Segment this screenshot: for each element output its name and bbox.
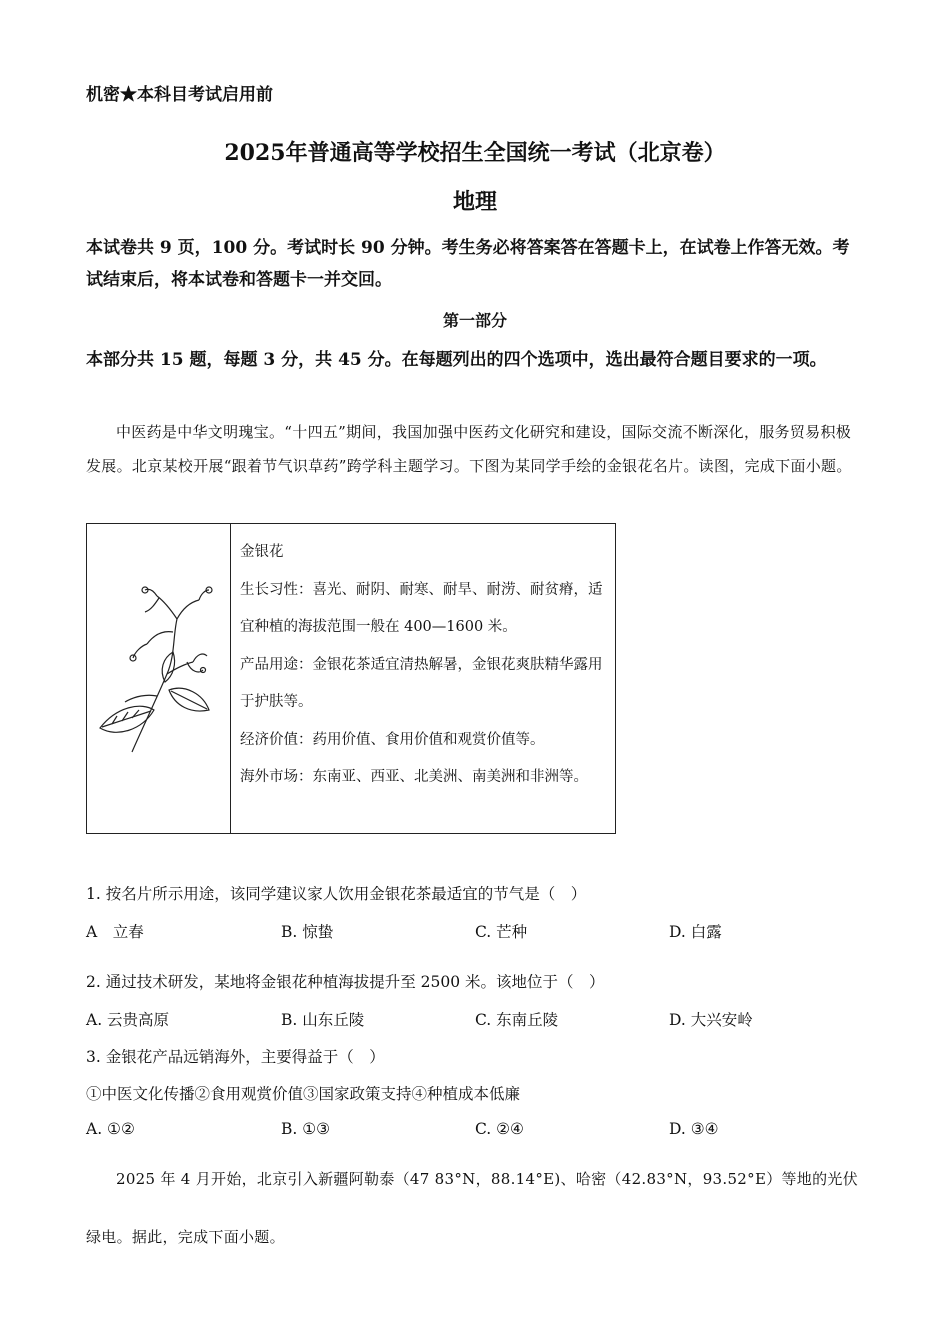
question-1-option-a: A 立春 [86, 923, 144, 941]
part-description: 本部分共 15 题，每题 3 分，共 45 分。在每题列出的四个选项中，选出最符合题目要求的一项。 [86, 350, 827, 370]
part-title: 第一部分 [442, 311, 507, 330]
exam-title: 2025年普通高等学校招生全国统一考试（北京卷） [224, 140, 726, 166]
question-3-stem: 3. 金银花产品远销海外，主要得益于（ ） [86, 1048, 385, 1066]
card-growth-habit: 生长习性：喜光、耐阴、耐寒、耐旱、耐涝、耐贫瘠，适宜种植的海拔范围一般在 400—1600 米。 [240, 581, 603, 635]
question-1-stem: 1. 按名片所示用途，该同学建议家人饮用金银花茶最适宜的节气是（ ） [86, 885, 587, 903]
honeysuckle-card [86, 523, 616, 834]
card-product-use: 产品用途：金银花茶适宜清热解暑，金银花爽肤精华露用于护肤等。 [240, 656, 603, 710]
question-1-option-c: C. 芒种 [475, 923, 528, 941]
card-overseas-market: 海外市场：东南亚、西亚、北美洲、南美洲和非洲等。 [240, 769, 588, 785]
question-3-statements: ①中医文化传播②食用观赏价值③国家政策支持④种植成本低廉 [86, 1085, 521, 1103]
card-illustration-cell [87, 524, 231, 833]
question-2-option-a: A. 云贵高原 [86, 1011, 170, 1029]
card-economic-value: 经济价值：药用价值、食用价值和观赏价值等。 [240, 731, 545, 748]
question-1-option-d: D. 白露 [669, 923, 722, 941]
question-2-option-c: C. 东南丘陵 [475, 1011, 559, 1029]
card-plant-name: 金银花 [240, 544, 284, 560]
passage-honeysuckle: 中医药是中华文明瑰宝。“十四五”期间，我国加强中医药文化研究和建设，国际交流不断深化，服务贸易积极发展。北京某校开展“跟着节气识草药”跨学科主题学习。下图为某同学手绘的金银花名片。读图，完成下面小题。 [86, 423, 852, 475]
question-3-option-b: B. ①③ [281, 1120, 331, 1138]
question-3-option-a: A. ①② [86, 1120, 135, 1138]
card-text [240, 534, 610, 797]
confidential-label: 机密★本科目考试启用前 [86, 85, 273, 105]
question-1-option-b: B. 惊蛰 [281, 923, 334, 941]
question-2-option-b: B. 山东丘陵 [281, 1011, 365, 1029]
question-2-stem: 2. 通过技术研发，某地将金银花种植海拔提升至 2500 米。该地位于（ ） [86, 973, 605, 991]
subject-title: 地理 [452, 189, 497, 215]
passage-solar-power: 2025 年 4 月开始，北京引入新疆阿勒泰（47 83°N，88.14°E)、哈密（42.83°N，93.52°E）等地的光伏绿电。据此，完成下面小题。 [86, 1170, 858, 1246]
honeysuckle-illustration [87, 524, 229, 832]
question-2-option-d: D. 大兴安岭 [669, 1011, 753, 1029]
exam-instructions: 本试卷共 9 页，100 分。考试时长 90 分钟。考生务必将答案答在答题卡上，在试卷上作答无效。考试结束后，将本试卷和答题卡一并交回。 [86, 238, 850, 290]
question-3-option-c: C. ②④ [475, 1120, 524, 1138]
question-3-option-d: D. ③④ [669, 1120, 719, 1138]
